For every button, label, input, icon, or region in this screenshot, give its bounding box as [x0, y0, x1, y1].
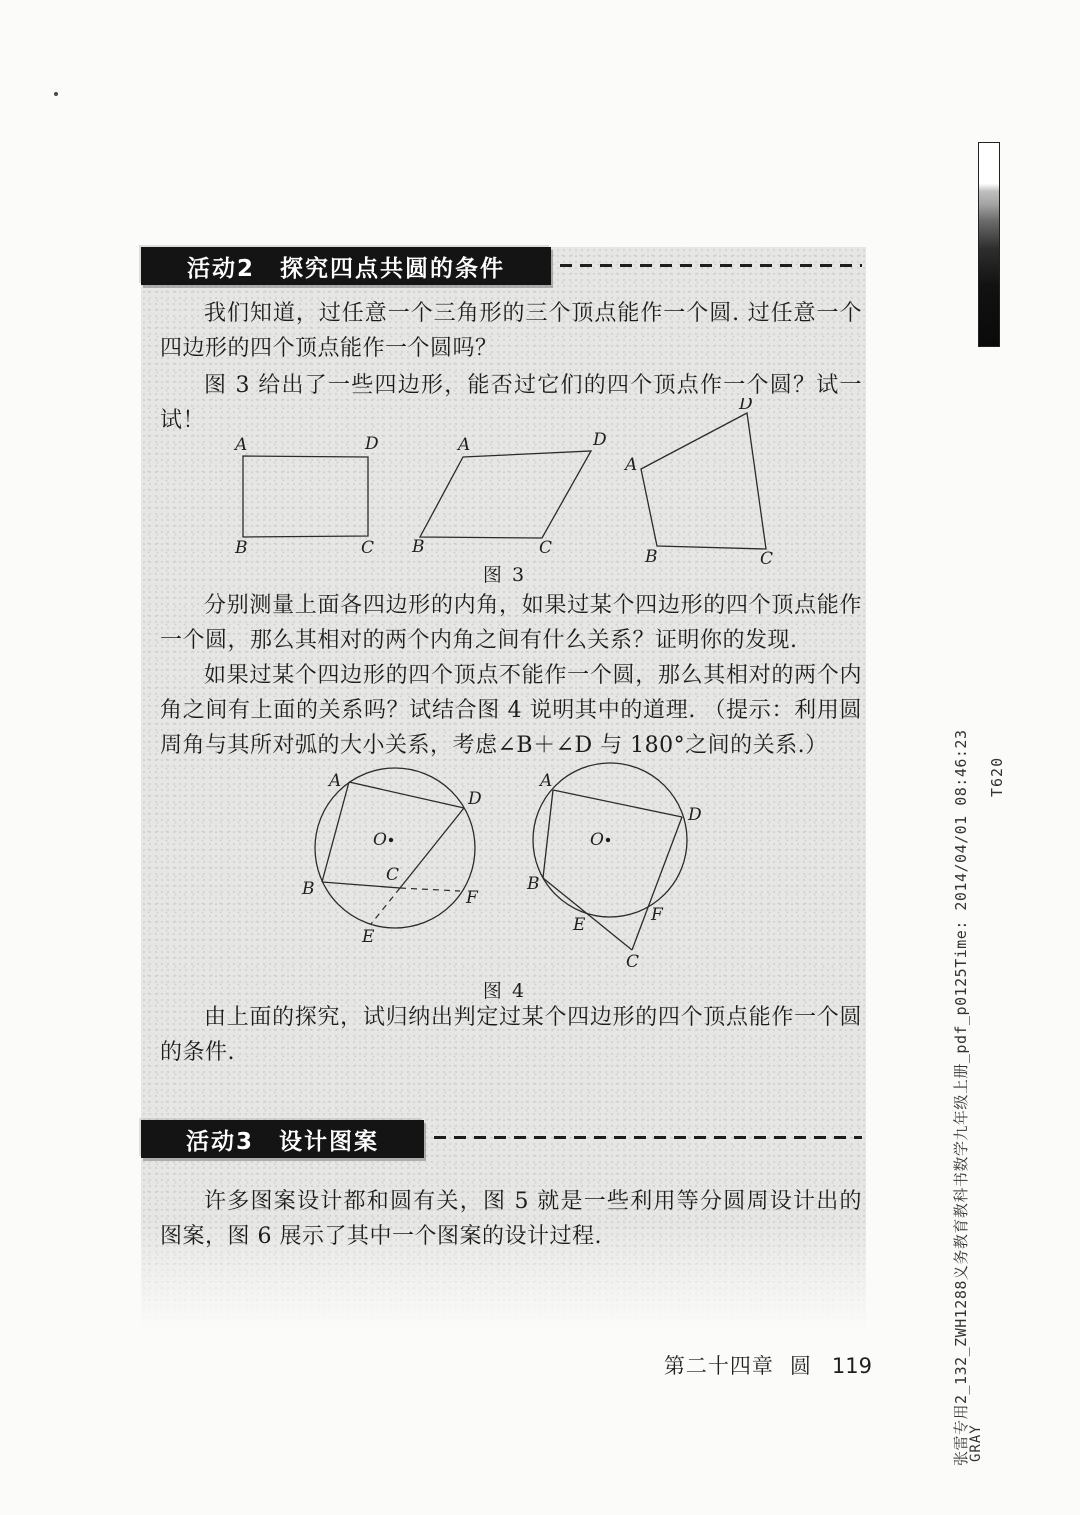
fig3-parallelogram: [411, 430, 607, 558]
fig4-right-label-f: F: [651, 905, 663, 925]
fig4-left-circle-group: [301, 768, 482, 947]
page-footer: [143, 1350, 872, 1380]
fig3-para-label-c: C: [539, 538, 553, 558]
left-side-ab: [322, 782, 349, 882]
paragraph-hint: 如果过某个四边形的四个顶点不能作一个圆，那么其相对的两个内角之间有上面的关系吗？试结合图 4 说明其中的道理. （提示：利用圆周角与其所对弧的大小关系，考虑∠B＋∠D 与 180°之间的关系.）: [160, 663, 862, 758]
rectangle-shape: [243, 456, 368, 537]
fig4-left-label-c: C: [386, 865, 400, 885]
paragraph-measure: 分别测量上面各四边形的内角，如果过某个四边形的四个顶点能作一个圆，那么其相对的两个内角之间有什么关系？证明你的发现.: [160, 593, 862, 653]
fig4-right-circle-group: [526, 763, 702, 972]
paragraph-conclude: 由上面的探究，试归纳出判定过某个四边形的四个顶点能作一个圆的条件.: [160, 1005, 862, 1065]
fig4-right-label-a: A: [540, 771, 553, 791]
fig3-rect-label-b: B: [235, 538, 248, 558]
figure3-quadrilaterals: [215, 398, 795, 570]
activity3-banner: [141, 1120, 424, 1158]
fig3-quad-label-b: B: [645, 547, 658, 567]
print-imprint-text: 张雷专用2_132_ZWH1288义务教育教科书数学九年级上册_pdf_p0125Time: 2014/04/01 08:46:23: [952, 729, 970, 1466]
fig3-rect-label-a: A: [235, 435, 248, 455]
fig3-para-label-a: A: [458, 435, 471, 455]
fig3-para-label-d: D: [593, 430, 607, 450]
paragraph-patterns: 许多图案设计都和圆有关，图 5 就是一些利用等分圆周设计出的图案，图 6 展示了其中一个图案的设计过程.: [160, 1189, 862, 1249]
left-extension-ce: [371, 888, 400, 924]
paragraph-try: 图 3 给出了一些四边形，能否过它们的四个顶点作一个圆？试一试！: [160, 373, 862, 433]
fig3-rectangle: [233, 434, 379, 558]
fig3-quad-label-a: A: [625, 455, 638, 475]
figure3-caption: 图 3: [482, 564, 527, 586]
fig4-right-label-o: O: [590, 830, 604, 850]
fig4-left-label-f: F: [466, 888, 478, 908]
fig3-quad-label-d: D: [739, 398, 753, 414]
fig3-para-label-b: B: [412, 537, 425, 557]
fig4-right-label-e: E: [573, 915, 586, 935]
fig4-right-label-d: D: [688, 805, 702, 825]
left-side-ad: [349, 782, 464, 808]
calibration-strip: [978, 142, 1000, 347]
figure4-caption: 图 4: [482, 980, 527, 1002]
scan-artifact-dot: [54, 92, 58, 96]
fig3-irregular-quad: [623, 398, 773, 569]
fig4-left-label-d: D: [468, 789, 482, 809]
activity2-banner: [141, 247, 551, 285]
footer-subject: 圆: [789, 1354, 812, 1378]
left-side-dc: [400, 808, 464, 888]
left-extension-cf: [400, 888, 460, 891]
fig4-left-label-o: O: [373, 830, 387, 850]
fig3-quad-label-c: C: [760, 549, 774, 569]
right-side-ad: [553, 790, 682, 817]
print-code-text: T620: [988, 756, 1006, 797]
dashed-separator-activity2: [560, 264, 862, 267]
fig4-right-label-b: B: [527, 874, 540, 894]
fig4-right-label-c: C: [626, 952, 640, 972]
fig4-left-label-e: E: [362, 927, 375, 947]
activity3-banner-label: 活动3 设计图案: [185, 1128, 379, 1155]
irregular-quad-shape: [641, 413, 766, 549]
activity2-banner-label: 活动2 探究四点共圆的条件: [186, 255, 505, 282]
paragraph-intro: 我们知道，过任意一个三角形的三个顶点能作一个圆. 过任意一个四边形的四个顶点能作一个圆吗？: [160, 301, 862, 361]
fig3-rect-label-d: D: [365, 434, 379, 454]
right-center-dot: [606, 838, 610, 842]
left-center-dot: [389, 838, 393, 842]
right-side-ab: [543, 790, 553, 878]
parallelogram-shape: [420, 451, 591, 538]
print-color-mode-text: GRAY: [968, 1424, 984, 1462]
footer-page-number: 119: [831, 1354, 872, 1378]
right-side-bc: [543, 878, 632, 950]
fig4-left-label-b: B: [302, 879, 315, 899]
fig3-rect-label-c: C: [361, 538, 375, 558]
right-side-dc: [632, 817, 682, 950]
footer-chapter: 第二十四章: [663, 1354, 774, 1378]
figure4-circles: [285, 760, 715, 980]
dashed-separator-activity3: [434, 1136, 862, 1139]
fig4-left-label-a: A: [329, 771, 342, 791]
